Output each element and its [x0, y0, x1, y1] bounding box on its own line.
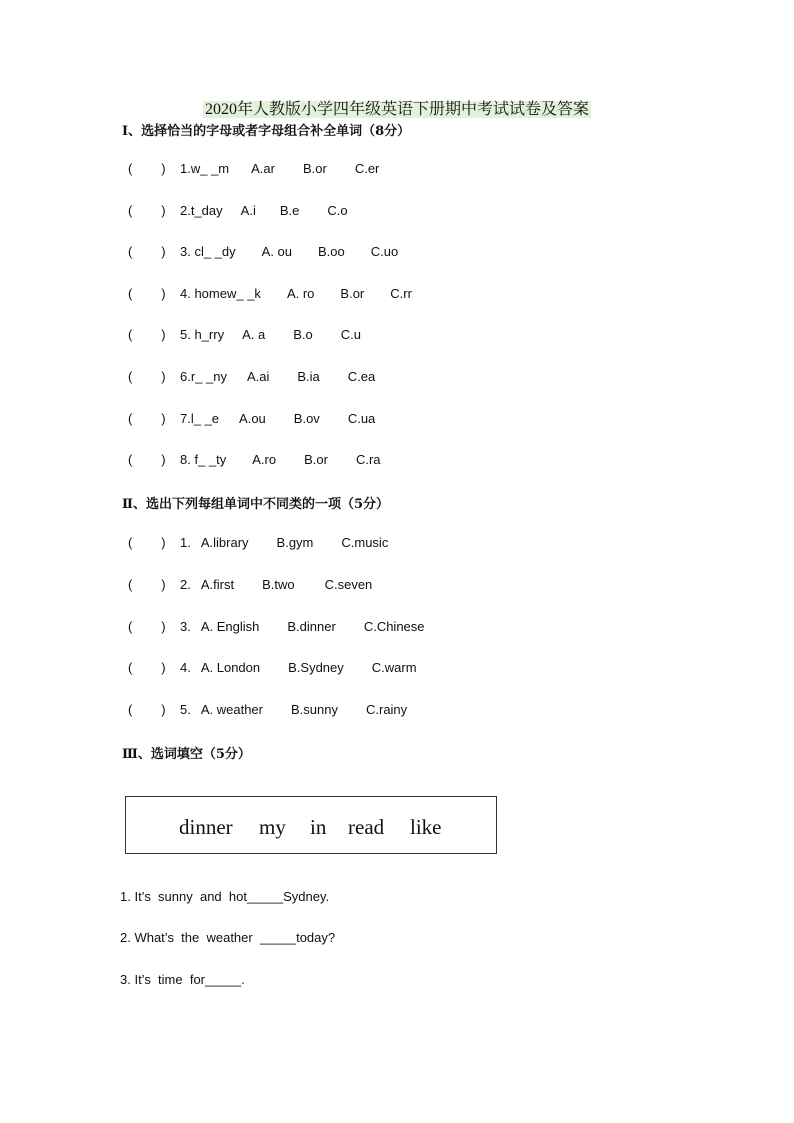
part1-question-8: ( ) 8. f_ _ty A.ro B.or C.ra: [128, 452, 381, 467]
part2-question-1: ( ) 1. A.library B.gym C.music: [128, 535, 389, 550]
part1-question-4: ( ) 4. homew_ _k A. ro B.or C.rr: [128, 286, 412, 301]
word-bank-item: like: [410, 815, 442, 839]
fill-in-sentence-2: 2. What’s the weather _____today?: [120, 930, 336, 945]
word-bank-item: my: [259, 815, 286, 839]
part2-question-2: ( ) 2. A.first B.two C.seven: [128, 577, 373, 592]
word-bank-box: [125, 796, 497, 854]
section-2-heading: Ⅱ、选出下列每组单词中不同类的一项（5分）: [122, 497, 390, 512]
word-bank-item: read: [348, 815, 385, 839]
word-bank-item: dinner: [179, 815, 233, 839]
part2-question-3: ( ) 3. A. English B.dinner C.Chinese: [128, 619, 425, 634]
page-title: 2020年人教版小学四年级英语下册期中考试试卷及答案: [204, 101, 589, 118]
part1-question-5: ( ) 5. h_rry A. a B.o C.u: [128, 327, 361, 342]
fill-in-sentence-1: 1. It’s sunny and hot_____Sydney.: [120, 889, 330, 904]
fill-in-sentence-3: 3. It’s time for_____.: [120, 972, 245, 987]
part2-question-4: ( ) 4. A. London B.Sydney C.warm: [128, 660, 417, 675]
part1-question-2: ( ) 2.t_day A.i B.e C.o: [128, 203, 348, 218]
part1-question-6: ( ) 6.r_ _ny A.ai B.ia C.ea: [128, 369, 376, 384]
section-3-heading: Ⅲ、选词填空（5分）: [122, 747, 251, 762]
word-bank-item: in: [310, 815, 327, 839]
part1-question-3: ( ) 3. cl_ _dy A. ou B.oo C.uo: [128, 244, 399, 259]
section-1-heading: Ⅰ、选择恰当的字母或者字母组合补全单词（8分）: [122, 124, 411, 139]
part2-question-5: ( ) 5. A. weather B.sunny C.rainy: [128, 702, 408, 717]
part1-question-1: ( ) 1.w_ _m A.ar B.or C.er: [128, 161, 380, 176]
part1-question-7: ( ) 7.l_ _e A.ou B.ov C.ua: [128, 411, 376, 426]
